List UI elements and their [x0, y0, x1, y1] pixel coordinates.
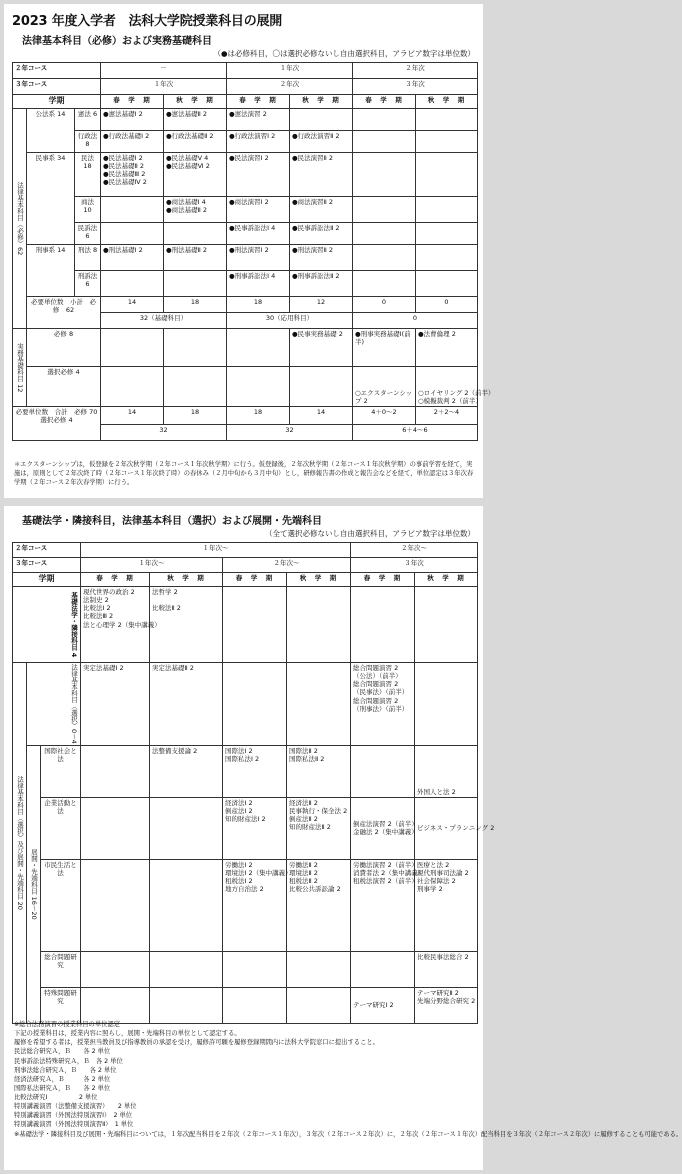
- course-item: 環境法Ⅱ 2: [289, 868, 318, 877]
- course-cell: [290, 153, 353, 197]
- course2-year: １年次～: [81, 543, 351, 558]
- term-header: 春 学 期: [351, 573, 415, 587]
- group-label: 法律基本科目（必修）62: [13, 109, 27, 329]
- course-item: （民事法）（前半）: [353, 688, 409, 697]
- course-item-group: [353, 664, 412, 697]
- hokihon-label: 法律基本科目（選択）0～4: [27, 663, 81, 746]
- course-item: 労働法Ⅰ 2: [225, 860, 253, 869]
- course-cell: [227, 197, 290, 223]
- course-item: 比較法Ⅲ 2: [83, 612, 114, 621]
- section-title-elective: 基礎法学・隣接科目，法律基本科目（選択）および展開・先端科目: [22, 516, 322, 527]
- subtotal-value: 0: [416, 297, 478, 313]
- subject-keiso: 刑訴法 6: [75, 271, 101, 297]
- table-row: [13, 587, 478, 663]
- course-item: 消費者法 2（集中講義）: [353, 868, 425, 877]
- course-cell: [150, 951, 223, 987]
- subtotal-value: 0: [353, 297, 416, 313]
- course3-year: ３年次: [351, 558, 478, 573]
- course-item: ●民法基礎Ⅱ 2: [103, 162, 145, 171]
- required-subjects-table: [12, 62, 495, 441]
- course-cell: ●刑法演習Ⅱ 2: [290, 245, 353, 271]
- course-item: ●民法演習Ⅰ 2: [229, 154, 269, 162]
- course-cell: [164, 197, 227, 223]
- table-row: [13, 329, 478, 367]
- subtotal-kiso: 32（基礎科目）: [101, 313, 227, 329]
- course-item: 特別講義演習（法整備支援演習） 2 単位: [14, 1103, 137, 1111]
- course-item: 民事訴訟法特殊研究Ａ，Ｂ 各 2 単位: [14, 1057, 123, 1065]
- course-cell: [150, 859, 223, 951]
- table-row: [13, 245, 478, 271]
- course-cell: ●行政法演習Ⅰ 2: [227, 131, 290, 153]
- course-cell: [164, 367, 227, 407]
- course-item: 経済法研究Ａ，Ｂ 各 2 単位: [14, 1075, 111, 1083]
- page-title: 2023 年度入学者 法科大学院授業科目の展開: [12, 14, 283, 29]
- course-cell: [164, 153, 227, 197]
- course-cell: [415, 663, 478, 746]
- course-cell: [415, 859, 478, 951]
- term-header: 春 学 期: [353, 95, 416, 109]
- course-cell: [101, 223, 164, 245]
- course-item: 総合問題演習 2: [353, 696, 399, 705]
- jitsumu-label: 実務基礎科目 12: [13, 329, 27, 407]
- course-cell: [287, 987, 351, 1023]
- shimin-label: 市民生活と法: [41, 859, 81, 951]
- course-item: 現代刑事司法論 2: [417, 868, 469, 877]
- course-item: 比較法Ⅰ 2: [83, 604, 111, 613]
- course-item: 知的財産法Ⅱ 2: [289, 823, 331, 832]
- course2-row: [13, 63, 478, 79]
- course-cell: [415, 951, 478, 987]
- course-item: ●商法演習Ⅱ 2: [292, 198, 334, 206]
- course-item: ※総合法務演習の授業科目の単位認定: [14, 1021, 121, 1028]
- course-item: 法制史 2: [83, 596, 109, 605]
- course-item: 倒産法Ⅱ 2: [289, 815, 318, 824]
- table-row: [13, 987, 478, 1023]
- course-item: ●民法演習Ⅱ 2: [292, 154, 334, 162]
- total-sub: 32: [227, 425, 353, 441]
- subject-minpo: 民法 18: [75, 153, 101, 197]
- course3-year: １年次: [101, 79, 227, 95]
- course-item-group: [353, 697, 412, 713]
- course-cell: [415, 745, 478, 797]
- elective-group-label: 法律基本科目（選択）及び展開・先端科目 20: [13, 663, 27, 1024]
- course-cell: [353, 223, 416, 245]
- course-cell: [287, 663, 351, 746]
- course-item: 実定法基礎Ⅰ 2: [83, 664, 124, 672]
- course-item: 租税法演習 2（前半）: [353, 877, 418, 886]
- term-header: 秋 学 期: [150, 573, 223, 587]
- course-cell: [353, 153, 416, 197]
- course-cell: [287, 797, 351, 859]
- course-item: 租税法Ⅰ 2: [225, 877, 253, 886]
- jitsumu-sentaku-label: 選択必修 4: [27, 367, 101, 407]
- course-item: 民事執行・保全法 2: [289, 806, 348, 815]
- course-item: ●民法基礎Ⅵ 2: [166, 162, 210, 171]
- course-item: 特別講義演習（外国法特別演習Ⅰ） 2 単位: [14, 1112, 133, 1120]
- course-item: 先端分野総合研究 2: [417, 996, 476, 1005]
- course3-label: ３年コース: [13, 79, 101, 95]
- course-cell: [150, 663, 223, 746]
- course-item: ●商法演習Ⅰ 2: [229, 198, 269, 206]
- course-cell: [353, 109, 416, 131]
- course-cell: [416, 131, 478, 153]
- course-cell: [164, 223, 227, 245]
- total-value: 4＋0～2: [353, 407, 416, 425]
- course-cell: [101, 271, 164, 297]
- section-title-required: 法律基本科目（必修）および実務基礎科目: [22, 36, 212, 47]
- course-cell: [81, 745, 150, 797]
- table-row: [13, 197, 478, 223]
- course-item: ビジネス・プランニング 2: [417, 824, 495, 833]
- total-row: [13, 407, 478, 425]
- table-row: [13, 109, 478, 131]
- course2-year: －: [101, 63, 227, 79]
- course-item: テーマ研究Ⅱ 2: [417, 988, 459, 997]
- term-header: 秋 学 期: [287, 573, 351, 587]
- course-cell: [101, 367, 164, 407]
- course-cell: [223, 951, 287, 987]
- course-cell: ●刑事実務基礎Ⅰ(前半): [353, 329, 416, 367]
- course-cell: [81, 797, 150, 859]
- course-item: 刑事学 2: [417, 885, 443, 894]
- course-cell: ●行政法基礎Ⅰ 2: [101, 131, 164, 153]
- course-cell: [416, 109, 478, 131]
- course-cell: [164, 329, 227, 367]
- legend-note: （●は必修科目，〇は選択必修ないし自由選択科目，アラビア数字は単位数）: [213, 49, 475, 58]
- course-item: ※基礎法学・隣接科目及び展開・先端科目については，１年次配当科目を２年次（２年コース１年次），３年次（２年コース２年次）に，２年次（２年コース１年次）配当科目を３年次（２年コース２年次）に履修することも可能である。: [14, 1130, 682, 1138]
- subject-shoho: 商法 10: [75, 197, 101, 223]
- course-cell: [351, 797, 418, 859]
- panel-required-subjects: [4, 4, 495, 498]
- total-sub: 6＋4～6: [353, 425, 478, 441]
- term-header: 秋 学 期: [416, 95, 478, 109]
- course-cell: [415, 587, 478, 663]
- gakki-label: 学期: [13, 573, 81, 587]
- course-cell: [353, 197, 416, 223]
- elective-subjects-table: [12, 542, 495, 1024]
- course-cell: [223, 587, 287, 663]
- course-cell: [290, 109, 353, 131]
- course-item: 実定法基礎Ⅱ 2: [152, 664, 194, 672]
- course-item: ●民法基礎Ⅰ 2: [103, 154, 143, 162]
- table-row: [13, 271, 478, 297]
- course-item: テーマ研究Ⅰ 2: [353, 1001, 394, 1010]
- subject-keiho: 刑法 8: [75, 245, 101, 271]
- course-item: 刑事法総合研究Ａ，Ｂ 各 2 単位: [14, 1066, 117, 1074]
- course-item: 労働法演習 2（前半）: [353, 860, 418, 869]
- course-cell: [150, 797, 223, 859]
- course-cell: ●憲法基礎Ⅰ 2: [101, 109, 164, 131]
- course-item: 労働法Ⅱ 2: [289, 860, 318, 869]
- course-item: 倒産法Ⅰ 2: [225, 806, 253, 815]
- subject-minso: 民訴法 6: [75, 223, 101, 245]
- course-cell: [353, 271, 416, 297]
- course-item: 国際法Ⅰ 2: [225, 746, 253, 755]
- course-cell: [164, 271, 227, 297]
- course-item: （公法）（前半）: [353, 672, 402, 681]
- term-header: 秋 学 期: [290, 95, 353, 109]
- subtotal-year3: 0: [353, 313, 478, 329]
- course-item: ○ロイヤリング 2（前半）: [418, 388, 495, 397]
- course-cell: ●民事訴訟法Ⅰ 4: [227, 223, 290, 245]
- course-cell: [415, 987, 478, 1023]
- course-cell: [416, 271, 478, 297]
- total-value: 2＋2～4: [416, 407, 478, 425]
- course-cell: ●刑法演習Ⅰ 2: [227, 245, 290, 271]
- course-cell: ●行政法基礎Ⅱ 2: [164, 131, 227, 153]
- course-cell: [416, 197, 478, 223]
- course-cell: [227, 329, 290, 367]
- course-cell: ●刑事訴訟法Ⅰ 4: [227, 271, 290, 297]
- subtotal-value: 12: [290, 297, 353, 313]
- course-cell: [223, 745, 287, 797]
- kiso-label: 基礎法学・隣接科目 4: [13, 587, 81, 663]
- course-item: 比較民事法総合 2: [417, 952, 469, 961]
- course-item: 環境法Ⅰ 2（集中講義）: [225, 868, 292, 877]
- course-item: 総合問題演習 2: [353, 664, 399, 672]
- course-item: 下記の授業科目は，授業内容に照らし，展開・先端科目の単位として認定する。: [14, 1030, 241, 1038]
- subject-kenpo: 憲法 6: [75, 109, 101, 131]
- course-cell: ●憲法演習 2: [227, 109, 290, 131]
- course-cell: [150, 745, 223, 797]
- course-cell: [81, 859, 150, 951]
- tenkai-label: 展開・先端科目 16～20: [27, 745, 41, 1023]
- table-row: [13, 951, 478, 987]
- course2-row: [13, 543, 478, 558]
- course-cell: [287, 745, 351, 797]
- course-item: 比較法研究Ⅰ 2 単位: [14, 1094, 98, 1101]
- table-row: [13, 745, 478, 797]
- course2-label: ２年コース: [13, 543, 81, 558]
- subtotal-row: [13, 297, 478, 313]
- course-cell: [415, 797, 495, 859]
- course-item: 経済法Ⅱ 2: [289, 798, 318, 807]
- term-header-row: [13, 95, 478, 109]
- total-sub: 32: [101, 425, 227, 441]
- course-cell: ●憲法基礎Ⅱ 2: [164, 109, 227, 131]
- total-value: 14: [101, 407, 164, 425]
- course-cell: ●民事実務基礎 2: [290, 329, 353, 367]
- course3-row: [13, 79, 478, 95]
- course-cell: [290, 367, 353, 407]
- koho-label: 公法系 14: [27, 109, 75, 153]
- course3-row: [13, 558, 478, 573]
- course-cell: [416, 223, 478, 245]
- course-item: 比較法Ⅱ 2: [152, 604, 181, 613]
- course-item: 社会保障法 2: [417, 877, 456, 886]
- course-item: ●民法基礎Ⅴ 4: [166, 154, 209, 162]
- course-item: 経済法Ⅰ 2: [225, 798, 253, 807]
- course-cell: [227, 153, 290, 197]
- subject-gyosei: 行政法 8: [75, 131, 101, 153]
- course-cell: ○エクスターンシップ 2: [353, 367, 416, 407]
- course-cell: [351, 663, 415, 746]
- kigyo-label: 企業活動と法: [41, 797, 81, 859]
- term-header: 春 学 期: [101, 95, 164, 109]
- course-item: （刑事法）（前半）: [353, 704, 409, 713]
- course-cell: [81, 987, 150, 1023]
- course-cell: [416, 153, 478, 197]
- table-row: [13, 153, 478, 197]
- course-cell: [353, 131, 416, 153]
- course3-year: ２年次: [227, 79, 353, 95]
- term-header: 秋 学 期: [164, 95, 227, 109]
- course3-year: １年次～: [81, 558, 223, 573]
- course-item: 医療と法 2: [417, 860, 450, 869]
- course-item: 法と心理学 2（集中講義）: [83, 620, 161, 629]
- course-item: ○模擬裁判 2（前半）: [418, 396, 482, 405]
- panel-elective-subjects: [4, 506, 682, 1170]
- course-item: 民法総合研究Ａ，Ｂ 各 2 単位: [14, 1048, 111, 1056]
- course-cell: [287, 951, 351, 987]
- course-cell: [351, 587, 415, 663]
- course-item: 租税法Ⅱ 2: [289, 877, 318, 886]
- course-cell: [287, 587, 351, 663]
- course-cell: [223, 663, 287, 746]
- footnotes-elective: [14, 1020, 682, 1139]
- subtotal-value: 14: [101, 297, 164, 313]
- term-header: 秋 学 期: [415, 573, 478, 587]
- course-cell: [223, 859, 292, 951]
- course-cell: [287, 859, 351, 951]
- course-cell: [81, 951, 150, 987]
- course-cell: [351, 745, 415, 797]
- course-item: 履修を希望する者は，授業担当教員及び指導教員の承認を受け，履修許可願を履修登録期間内に法科大学院窓口に提出すること。: [14, 1039, 379, 1047]
- course-cell: ●法曹倫理 2: [416, 329, 478, 367]
- course-item: 特別講義演習（外国法特別演習Ⅱ） 1 単位: [14, 1121, 134, 1129]
- course-cell: [150, 987, 223, 1023]
- term-header-row: [13, 573, 478, 587]
- course2-label: ２年コース: [13, 63, 101, 79]
- course-cell: [290, 197, 353, 223]
- table-row: [13, 223, 478, 245]
- minji-label: 民事系 34: [27, 153, 75, 245]
- table-row: [13, 797, 478, 859]
- course-item: 倒産法演習 2（前半）: [353, 820, 418, 829]
- course2-year: ２年次～: [351, 543, 478, 558]
- course-cell: [416, 245, 478, 271]
- course-cell: [223, 797, 287, 859]
- course-item: 国際法Ⅱ 2: [289, 746, 318, 755]
- jitsumu-hisshu-label: 必修 8: [27, 329, 101, 367]
- course2-year: ２年次: [353, 63, 478, 79]
- total-value: 18: [227, 407, 290, 425]
- course-cell: [351, 987, 415, 1023]
- table-row: [13, 367, 478, 407]
- total-value: 18: [164, 407, 227, 425]
- course3-label: ３年コース: [13, 558, 81, 573]
- course-cell: [351, 951, 415, 987]
- table-row: [13, 663, 478, 746]
- course-cell: ●民事訴訟法Ⅱ 2: [290, 223, 353, 245]
- course-item: 比較公共訴訟論 2: [289, 885, 341, 894]
- footnote-externship: ＊エクスターンシップは，仮登録を２年次秋学期（２年コース１年次秋学期）に行う。仮登録後，２年次秋学期（２年コース１年次秋学期）の事前学習を経て，実施は，原則として２年次終了時（２年コース１年次終了時）の春休み（２月中旬から３月中旬）とし，研修報告書の作成と報告会などを経て，単位認定は３年次春学期（２年コース２年次春学期）に行う。: [14, 461, 474, 487]
- course3-year: ２年次～: [223, 558, 351, 573]
- course-item: ●商法基礎Ⅰ 4: [166, 198, 206, 206]
- subtotal-value: 18: [164, 297, 227, 313]
- term-header: 春 学 期: [227, 95, 290, 109]
- term-header: 春 学 期: [81, 573, 150, 587]
- course-item: 国際私法Ⅰ 2: [225, 754, 260, 763]
- course-cell: [81, 663, 150, 746]
- subtotal-oyo: 30（応用科目）: [227, 313, 353, 329]
- course-cell: [101, 329, 164, 367]
- course-item: 国際私法研究Ａ，Ｂ 各 2 単位: [14, 1084, 111, 1092]
- course-cell: [101, 197, 164, 223]
- gakki-label: 学期: [13, 95, 101, 109]
- course-item: 法整備支援論 2: [152, 746, 198, 755]
- course-cell: ●刑法基礎Ⅱ 2: [164, 245, 227, 271]
- course-item: 国際私法Ⅱ 2: [289, 754, 325, 763]
- course3-year: ３年次: [353, 79, 478, 95]
- course-cell: [81, 587, 161, 663]
- tokushu-label: 特殊問題研究: [41, 987, 81, 1023]
- course-item: 総合問題演習 2: [353, 680, 399, 689]
- table-row: [13, 131, 478, 153]
- course-item: 外国人と法 2: [417, 787, 456, 796]
- course-item: ●民法基礎Ⅲ 2: [103, 170, 146, 179]
- course-cell: [101, 153, 164, 197]
- course-item: 金融法 2（集中講義）: [353, 828, 418, 837]
- course-cell: [351, 859, 425, 951]
- legend-note: （全て選択必修ないし自由選択科目，アラビア数字は単位数）: [265, 529, 475, 538]
- subtotal-label: 必要単位数 小計 必修 62: [27, 297, 101, 329]
- course-item: 法哲学 2: [152, 588, 178, 596]
- course-cell: ●刑事訴訟法Ⅱ 2: [290, 271, 353, 297]
- course-cell: [223, 987, 287, 1023]
- course-item: ●民法基礎Ⅳ 2: [103, 178, 147, 187]
- course2-year: １年次: [227, 63, 353, 79]
- table-row: [13, 859, 478, 951]
- course-cell: [227, 367, 290, 407]
- course-item: 地方自治法 2: [225, 885, 264, 894]
- term-header: 春 学 期: [223, 573, 287, 587]
- course-cell: ●行政法演習Ⅱ 2: [290, 131, 353, 153]
- course-cell: ●刑法基礎Ⅰ 2: [101, 245, 164, 271]
- subtotal-value: 18: [227, 297, 290, 313]
- total-value: 14: [290, 407, 353, 425]
- course-cell: [353, 245, 416, 271]
- course-cell: [416, 367, 495, 407]
- total-label: 必要単位数 合計 必修 70 選択必修 4: [13, 407, 101, 441]
- course-item: 知的財産法Ⅰ 2: [225, 815, 266, 824]
- keiji-label: 刑事系 14: [27, 245, 75, 297]
- course-item: ●商法基礎Ⅱ 2: [166, 206, 208, 215]
- course-item: 現代世界の政治 2: [83, 588, 135, 596]
- kokusai-label: 国際社会と法: [41, 745, 81, 797]
- sogo-label: 総合問題研究: [41, 951, 81, 987]
